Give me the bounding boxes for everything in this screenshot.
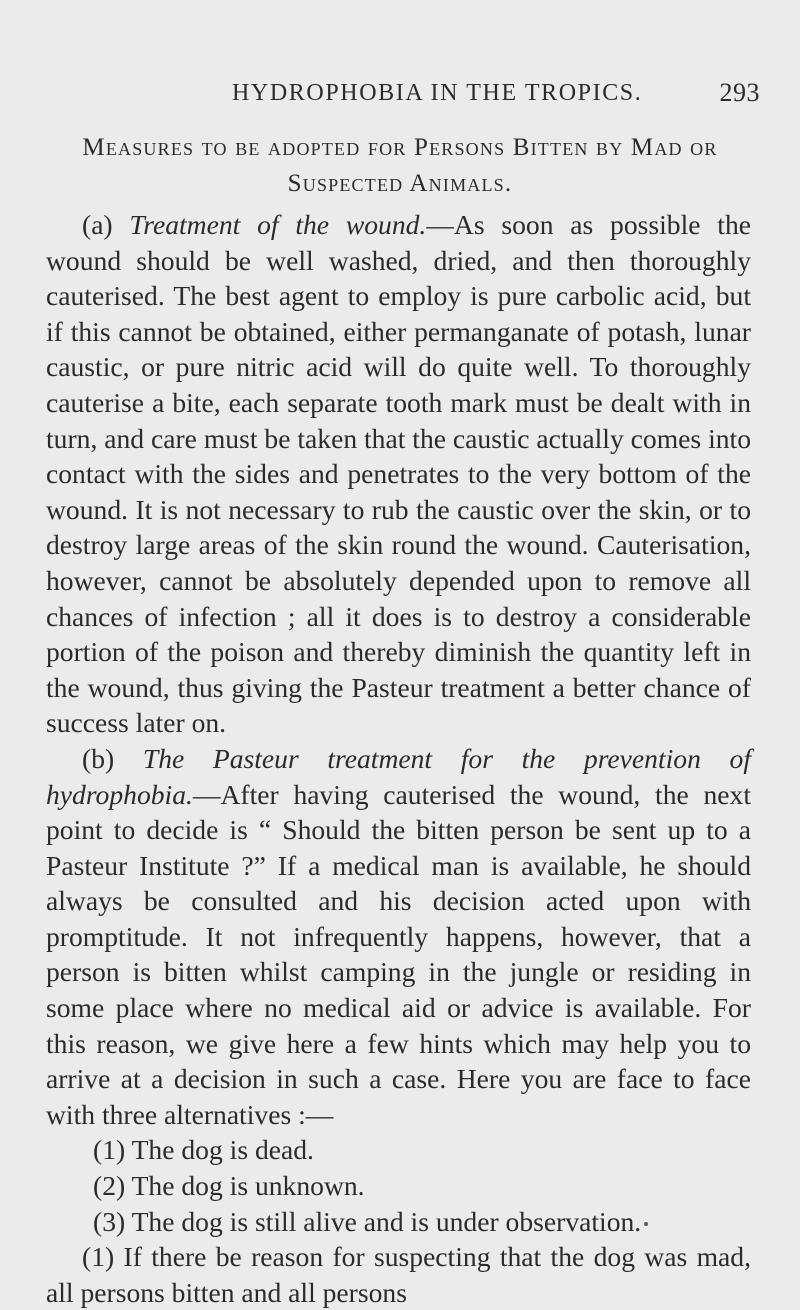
paragraph-treatment-of-wound — [46, 207, 751, 741]
paragraph-heading: The Pasteur treatment for the prevention of hydrophobia. — [46, 742, 752, 810]
paragraph-label: (b) — [82, 742, 115, 774]
section-title: Measures to be adopted for Persons Bitten by Mad or Suspected Animals. — [82, 134, 718, 197]
paragraph-label: (a) — [82, 209, 113, 240]
paragraph-pasteur-treatment — [46, 741, 751, 1133]
list-item: (1) The dog is dead. — [93, 1134, 314, 1166]
list-item-text: (3) The dog is still alive and is under observation. — [93, 1205, 642, 1237]
running-head — [232, 78, 760, 108]
running-title: HYDROPHOBIA IN THE TROPICS. — [232, 80, 643, 106]
list-item — [93, 1204, 751, 1240]
body-text — [46, 207, 751, 1310]
alternatives-list — [46, 1132, 751, 1239]
page-number: 293 — [719, 78, 760, 107]
paragraph-text: —After having cauterised the wound, the next point to decide is “ Should the bitten person be sent up to a Pasteur Institute ?” If a medical man is available, he should always be consulted and his decision acted upon with promptitude. It not infrequently happens, however, that a person is bitten whilst camping in the jungle or residing in some place where no medical aid or advice is available. For this reason, we give here a few hints which may help you to arrive at a decision in such a case. Here you are face to face with three alternatives :— — [46, 778, 751, 1130]
paragraph-heading: Treatment of the wound. — [129, 209, 427, 240]
list-item: (2) The dog is unknown. — [93, 1170, 365, 1202]
ink-speck — [644, 1222, 648, 1226]
paragraph-text: —As soon as possible the wound should be well washed, dried, and then thoroughly cauterised. The best agent to employ is pure carbolic acid, but if this cannot be obtained, either permanganate of potash, lunar caustic, or pure nitric acid will do quite well. To thoroughly cauterise a bite, each separate tooth mark must be dealt with in turn, and care must be taken that the caustic actually comes into contact with the sides and penetrates to the very bottom of the wound. It is not necessary to rub the caustic over the skin, or to destroy large areas of the skin round the wound. Cauterisation, however, cannot be absolutely depended upon to remove all chances of infection ; all it does is to destroy a considerable portion of the poison and thereby diminish the quantity left in the wound, thus giving the Pasteur treatment a better chance of success later on. — [46, 209, 751, 739]
paragraph-dead-dog: (1) If there be reason for suspecting that the dog was mad, all persons bitten and all persons — [46, 1241, 751, 1308]
